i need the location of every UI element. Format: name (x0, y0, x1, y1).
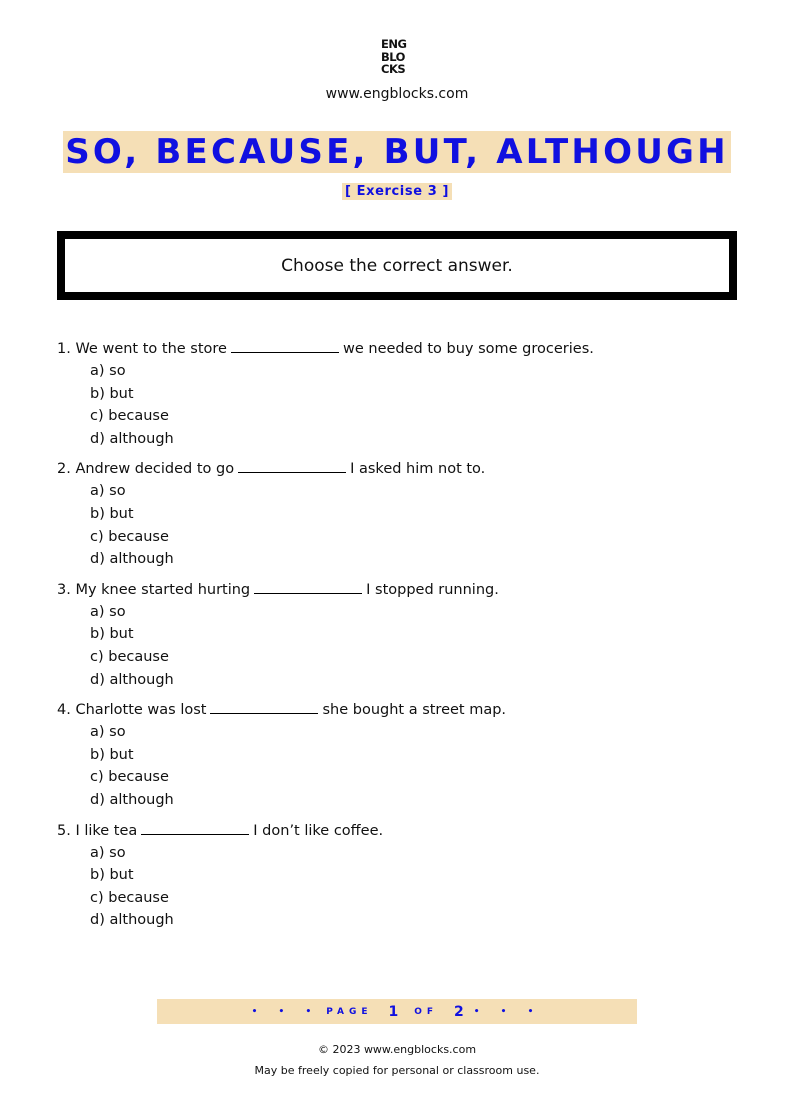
question-before: 2. Andrew decided to go (57, 461, 235, 478)
option-d[interactable]: d) although (90, 912, 174, 929)
license-text: May be freely copied for personal or classroom use. (254, 1064, 540, 1077)
option-d[interactable]: d) although (90, 551, 174, 568)
current-page-number: 1 (388, 1003, 399, 1020)
copyright-text: © 2023 www.engblocks.com (317, 1043, 477, 1056)
answer-options (57, 480, 747, 570)
option-b[interactable]: b) but (90, 505, 134, 522)
answer-blank (231, 338, 339, 353)
logo-line-1: ENG (381, 37, 407, 51)
question-before: 1. We went to the store (57, 341, 227, 357)
option-c[interactable]: c) because (90, 648, 169, 665)
total-pages-number: 2 (454, 1003, 464, 1020)
question-before: 3. My knee started hurting (57, 581, 251, 598)
option-b[interactable]: b) but (90, 626, 134, 643)
answer-options (57, 721, 747, 811)
answer-options (57, 360, 747, 450)
of-word: OF (414, 1006, 439, 1017)
option-a[interactable]: a) so (90, 844, 126, 861)
question-text (57, 458, 747, 478)
option-b[interactable]: b) but (90, 746, 134, 763)
question-before: 5. I like tea (57, 822, 138, 839)
dots-left: • • • (251, 1006, 321, 1017)
question-1 (57, 338, 747, 450)
question-5 (57, 820, 747, 932)
question-list (57, 338, 747, 940)
exercise-container (0, 180, 794, 200)
question-text (57, 579, 747, 599)
option-b[interactable]: b) but (90, 385, 134, 402)
question-text (57, 820, 747, 840)
option-a[interactable]: a) so (90, 603, 126, 620)
site-url[interactable]: www.engblocks.com (325, 86, 469, 102)
option-d[interactable]: d) although (90, 430, 174, 447)
question-after: we needed to buy some groceries. (342, 341, 594, 357)
option-a[interactable]: a) so (90, 724, 126, 741)
exercise-label: [ Exercise 3 ] (342, 183, 452, 200)
question-after: she bought a street map. (322, 702, 507, 719)
question-3 (57, 579, 747, 691)
dots-right: • • • (473, 1006, 543, 1017)
answer-options (57, 842, 747, 932)
option-c[interactable]: c) because (90, 769, 169, 786)
question-after: I don’t like coffee. (253, 822, 384, 839)
option-c[interactable]: c) because (90, 408, 169, 425)
option-d[interactable]: d) although (90, 671, 174, 688)
instruction-box (57, 231, 737, 300)
option-b[interactable]: b) but (90, 867, 134, 884)
logo-line-3: CKS (381, 62, 406, 76)
answer-blank (238, 458, 346, 473)
answer-blank (141, 820, 249, 835)
instruction-text: Choose the correct answer. (281, 255, 513, 276)
question-after: I stopped running. (366, 581, 499, 598)
worksheet-title: SO, BECAUSE, BUT, ALTHOUGH (65, 132, 729, 172)
question-4 (57, 699, 747, 811)
option-a[interactable]: a) so (90, 363, 126, 379)
title-container (0, 131, 794, 173)
answer-options (57, 601, 747, 691)
question-2 (57, 458, 747, 570)
option-c[interactable]: c) because (90, 889, 169, 906)
question-after: I asked him not to. (350, 461, 486, 478)
question-text (57, 699, 747, 719)
answer-blank (254, 579, 362, 594)
page-indicator (157, 999, 637, 1024)
option-a[interactable]: a) so (90, 483, 126, 500)
page-word: PAGE (326, 1006, 373, 1017)
engblocks-logo (381, 38, 415, 76)
question-before: 4. Charlotte was lost (57, 702, 207, 719)
question-text (57, 338, 747, 358)
answer-blank (210, 699, 318, 714)
logo-line-2: BLO (381, 49, 405, 64)
option-d[interactable]: d) although (90, 791, 174, 808)
option-c[interactable]: c) because (90, 528, 169, 545)
